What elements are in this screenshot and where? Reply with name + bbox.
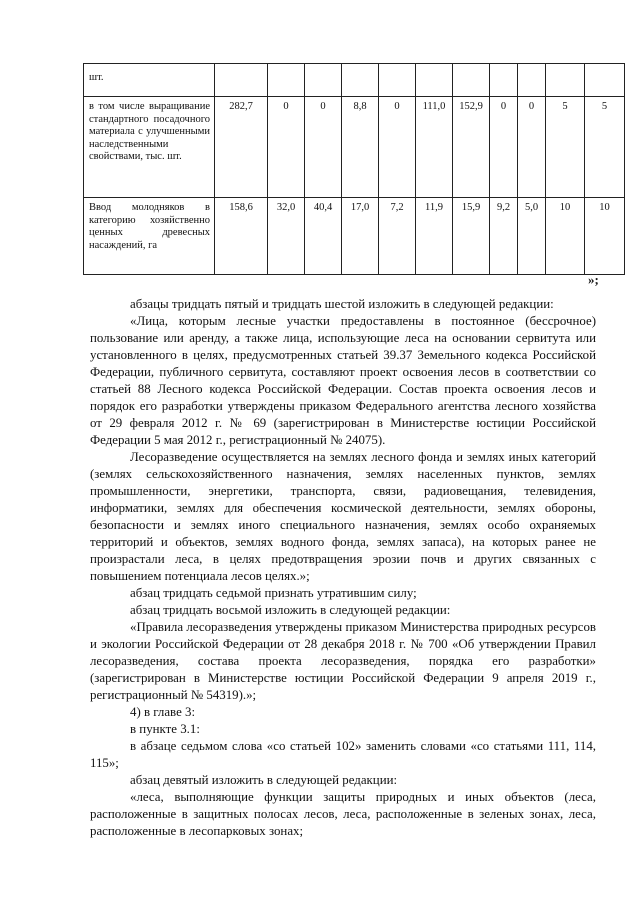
table-cell: 0 [518, 97, 546, 198]
paragraph: в абзаце седьмом слова «со статьей 102» заменить словами «со статьями 111, 114, 115»; [90, 739, 596, 770]
table-cell [585, 64, 625, 97]
paragraph: абзац тридцать восьмой изложить в следующей редакции: [130, 603, 451, 617]
table-cell: 17,0 [342, 198, 379, 275]
table-cell: 282,7 [215, 97, 268, 198]
table-row [84, 97, 625, 198]
document-body [90, 296, 596, 840]
table-row [84, 198, 625, 275]
table-closing-quote: »; [588, 272, 599, 287]
table-cell: 8,8 [342, 97, 379, 198]
table-cell: 40,4 [305, 198, 342, 275]
paragraph: «леса, выполняющие функции защиты природных и иных объектов (леса, расположенные в защитных полосах лесов, леса, расположенные в зеленых зонах, леса, расположенные в лесопарковых зонах; [90, 790, 596, 838]
paragraph: в пункте 3.1: [130, 722, 200, 736]
table-cell: 0 [379, 97, 416, 198]
table-cell [215, 64, 268, 97]
table-cell: 152,9 [453, 97, 490, 198]
table-cell: 111,0 [416, 97, 453, 198]
table-cell [490, 64, 518, 97]
table-cell: 7,2 [379, 198, 416, 275]
table-row [84, 64, 625, 97]
table-row-label: Ввод молодняков в категорию хозяйственно ценных древесных насаждений, га [84, 198, 215, 275]
table-cell: 15,9 [453, 198, 490, 275]
indicators-table [83, 63, 625, 275]
table-cell: 5 [585, 97, 625, 198]
table-cell [546, 64, 585, 97]
table-cell [268, 64, 305, 97]
paragraph: 4) в главе 3: [130, 705, 196, 719]
table-cell: 0 [268, 97, 305, 198]
paragraph: Лесоразведение осуществляется на землях лесного фонда и землях иных категорий (землях сельскохозяйственного назначения, землях населенных пунктов, землях промышленности, энергетики, транспорта, связи, радиовещания, телевидения, информатики, землях для обеспечения космической деятельности, землях обороны, безопасности и землях иного специального назначения, землях особо охраняемых территорий и объектов, землях водного фонда, землях запаса), на которых ранее не произрастали леса, в целях предотвращения эрозии почв и других связанных с повышением потенциала лесов целях.»; [90, 450, 596, 583]
paragraph: «Правила лесоразведения утверждены приказом Министерства природных ресурсов и экологии Российской Федерации от 28 декабря 2018 г. № 700 «Об утверждении Правил лесоразведения, состава проекта лесоразведения, порядка его разработки» (зарегистрирован в Министерстве юстиции Российской Федерации 9 апреля 2019 г., регистрационный № 54319).»; [90, 620, 596, 702]
table-cell: 0 [490, 97, 518, 198]
paragraph: абзац девятый изложить в следующей редакции: [130, 773, 398, 787]
table-cell [416, 64, 453, 97]
table-row-label: в том числе выращивание стандартного посадочного материала с улучшенными наследственными свойствами, тыс. шт. [84, 97, 215, 198]
paragraph: абзац тридцать седьмой признать утратившим силу; [130, 586, 417, 600]
table-cell: 10 [546, 198, 585, 275]
table-cell [453, 64, 490, 97]
paragraph: «Лица, которым лесные участки предоставлены в постоянное (бессрочное) пользование или аренду, а также лица, использующие леса на основании сервитута или установленного в целях, предусмотренных статьей 39.37 Земельного кодекса Российской Федерации, публичного сервитута, составляют проект освоения лесов в соответствии со статьей 88 Лесного кодекса Российской Федерации. Состав проекта освоения лесов и порядок его разработки утверждены приказом Федерального агентства лесного хозяйства от 29 февраля 2012 г. № 69 (зарегистрирован в Министерстве юстиции Российской Федерации 5 мая 2012 г., регистрационный № 24075). [90, 314, 596, 447]
table-cell: 158,6 [215, 198, 268, 275]
table-cell [305, 64, 342, 97]
table-cell: 5 [546, 97, 585, 198]
table-cell: 10 [585, 198, 625, 275]
table-cell: 5,0 [518, 198, 546, 275]
table-cell: 11,9 [416, 198, 453, 275]
table-cell [379, 64, 416, 97]
table-cell [518, 64, 546, 97]
table-cell: 32,0 [268, 198, 305, 275]
table-cell: 0 [305, 97, 342, 198]
table-cell: 9,2 [490, 198, 518, 275]
paragraph: абзацы тридцать пятый и тридцать шестой изложить в следующей редакции: [130, 297, 554, 311]
table-row-label: шт. [84, 64, 215, 97]
table-cell [342, 64, 379, 97]
